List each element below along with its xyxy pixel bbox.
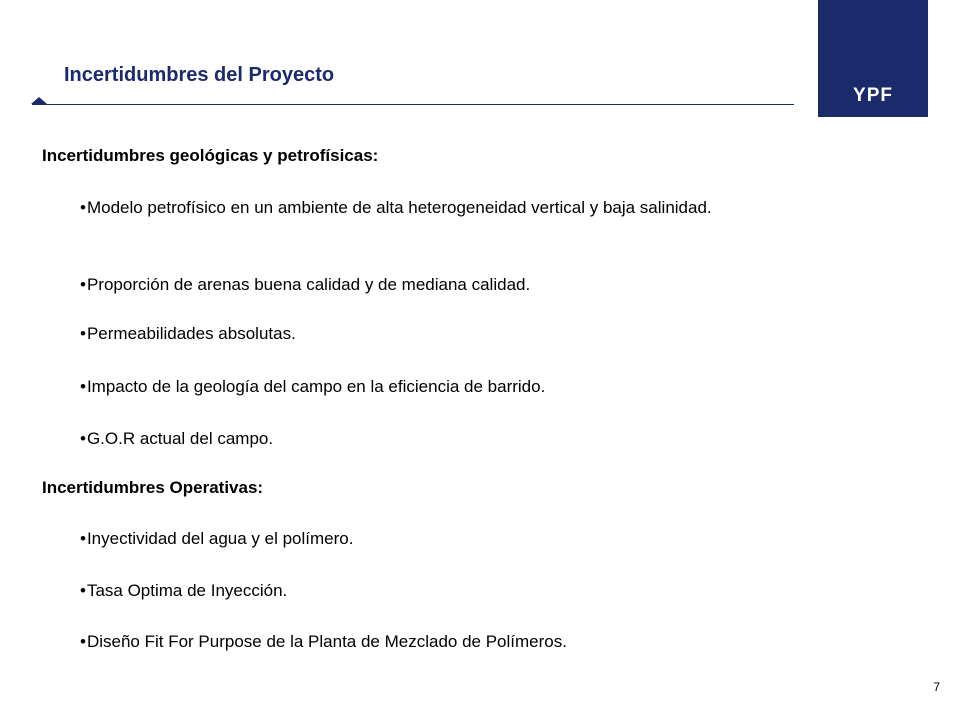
ypf-logo — [818, 0, 928, 117]
ypf-logo-text: YPF — [853, 85, 893, 106]
bullet-icon: • — [80, 198, 86, 217]
bullet-item — [80, 196, 768, 220]
bullet-text: Diseño Fit For Purpose de la Planta de Mezclado de Polímeros. — [86, 632, 567, 651]
bullet-icon: • — [80, 324, 86, 343]
title-divider — [32, 104, 794, 105]
title-rule-marker-icon — [31, 97, 47, 104]
bullet-text: G.O.R actual del campo. — [86, 429, 274, 448]
bullet-text: Tasa Optima de Inyección. — [86, 581, 288, 600]
page-title: Incertidumbres del Proyecto — [64, 64, 335, 86]
page-number: 7 — [933, 680, 940, 694]
bullet-item — [80, 322, 768, 346]
bullet-text: Impacto de la geología del campo en la eficiencia de barrido. — [86, 377, 546, 396]
section-heading-operativas: Incertidumbres Operativas: — [42, 478, 264, 497]
bullet-item — [80, 630, 768, 654]
bullet-icon: • — [80, 529, 86, 548]
bullet-text: Modelo petrofísico en un ambiente de alta heterogeneidad vertical y baja salinidad. — [86, 198, 712, 217]
section-heading-geologicas: Incertidumbres geológicas y petrofísicas: — [42, 146, 379, 165]
bullet-icon: • — [80, 275, 86, 294]
bullet-icon: • — [80, 581, 86, 600]
bullet-item — [80, 273, 768, 297]
bullet-item — [80, 579, 768, 603]
bullet-icon: • — [80, 377, 86, 396]
bullet-icon: • — [80, 429, 86, 448]
bullet-item — [80, 527, 768, 551]
bullet-icon: • — [80, 632, 86, 651]
bullet-text: Inyectividad del agua y el polímero. — [86, 529, 354, 548]
bullet-item — [80, 427, 768, 451]
bullet-text: Proporción de arenas buena calidad y de mediana calidad. — [86, 275, 531, 294]
bullet-item — [80, 375, 768, 399]
bullet-text: Permeabilidades absolutas. — [86, 324, 296, 343]
